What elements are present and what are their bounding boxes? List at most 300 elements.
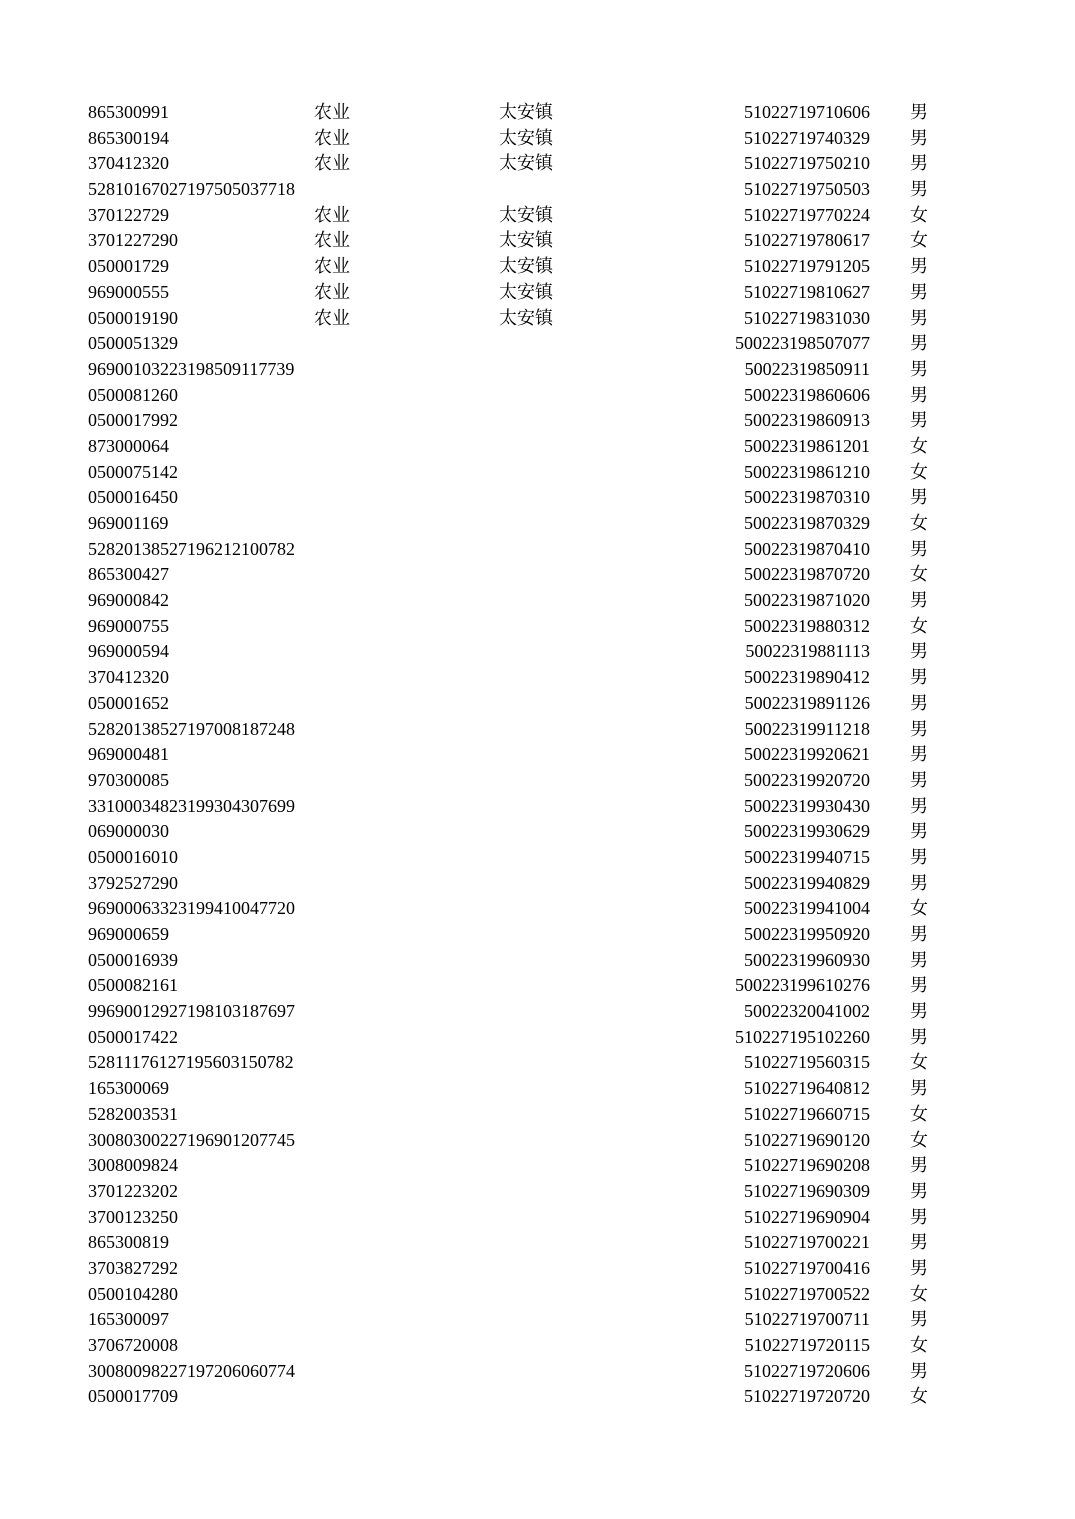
cell-id-number: 50022319911218 <box>744 718 870 739</box>
cell-gender: 女 <box>910 435 928 456</box>
cell-id-number: 50022319920621 <box>744 744 870 765</box>
cell-account-number: 0500016939 <box>88 949 178 970</box>
cell-gender: 女 <box>910 1386 928 1407</box>
cell-gender: 女 <box>910 204 928 225</box>
table-row <box>0 1153 1075 1179</box>
cell-gender: 男 <box>910 590 928 611</box>
table-row <box>0 383 1075 409</box>
table-row <box>0 562 1075 588</box>
cell-account-number: 5281117612719560315078​2 <box>88 1052 294 1073</box>
table-row <box>0 1230 1075 1256</box>
cell-account-number: 5281016702719750503771​8 <box>88 179 295 200</box>
cell-category <box>314 1230 374 1256</box>
cell-town <box>499 1256 579 1282</box>
cell-category: 农业 <box>314 230 350 251</box>
cell-gender: 男 <box>910 1001 928 1022</box>
cell-id-number: 51022719710606 <box>744 102 870 122</box>
cell-gender: 女 <box>910 564 928 585</box>
cell-category <box>314 1128 374 1154</box>
cell-gender: 男 <box>910 384 928 405</box>
table-row <box>0 306 1075 332</box>
cell-gender: 男 <box>910 769 928 790</box>
table-row <box>0 717 1075 743</box>
cell-account-number: 3008030022719690120774​5 <box>88 1129 295 1150</box>
cell-category <box>314 357 374 383</box>
cell-account-number: 0500082161 <box>88 975 178 996</box>
cell-id-number: 50022319860606 <box>744 384 870 405</box>
cell-town <box>499 408 579 434</box>
cell-gender: 男 <box>910 1078 928 1099</box>
cell-gender: 男 <box>910 307 928 328</box>
cell-category: 农业 <box>314 204 350 225</box>
cell-gender: 男 <box>910 1360 928 1381</box>
table-row <box>0 537 1075 563</box>
cell-id-number: 51022719750210 <box>744 153 870 174</box>
cell-account-number: 969000842 <box>88 590 169 611</box>
cell-id-number: 50022319870329 <box>744 513 870 533</box>
cell-gender: 男 <box>910 975 928 996</box>
cell-account-number: 865300819 <box>88 1232 169 1253</box>
cell-town: 太安镇 <box>499 204 553 225</box>
cell-account-number: 0500016010 <box>88 846 178 867</box>
cell-account-number: 0500051329 <box>88 333 178 354</box>
cell-category <box>314 845 374 871</box>
cell-account-number: 969000755 <box>88 615 169 636</box>
cell-gender: 男 <box>910 256 928 277</box>
cell-town: 太安镇 <box>499 127 553 148</box>
cell-account-number: 3703827292 <box>88 1257 178 1278</box>
table-row <box>0 1333 1075 1359</box>
cell-id-number: 50022319890412 <box>744 667 870 688</box>
cell-id-number: 51022719750503 <box>744 179 870 200</box>
table-row <box>0 794 1075 820</box>
cell-town <box>499 1102 579 1128</box>
cell-town <box>499 819 579 845</box>
cell-id-number: 50022319861201 <box>744 435 870 456</box>
table-row <box>0 639 1075 665</box>
cell-id-number: 50022319960930 <box>744 949 870 970</box>
cell-category <box>314 794 374 820</box>
cell-id-number: 51022719700522 <box>744 1283 870 1304</box>
cell-gender: 女 <box>910 1129 928 1150</box>
table-row <box>0 100 1075 126</box>
table-row <box>0 1205 1075 1231</box>
cell-category <box>314 691 374 717</box>
cell-category <box>314 717 374 743</box>
cell-id-number: 51022719770224 <box>744 204 870 225</box>
cell-gender: 男 <box>910 924 928 944</box>
table-row <box>0 1050 1075 1076</box>
table-row <box>0 228 1075 254</box>
table-row <box>0 151 1075 177</box>
cell-id-number: 51022719720115 <box>744 1335 870 1355</box>
cell-town <box>499 999 579 1025</box>
cell-town: 太安镇 <box>499 230 553 251</box>
cell-account-number: 9690010322319850911773​9 <box>88 358 295 379</box>
table-row <box>0 434 1075 460</box>
cell-id-number: 51022719740329 <box>744 127 870 148</box>
cell-id-number: 51022719780617 <box>744 230 870 251</box>
cell-account-number: 0500081260 <box>88 384 178 405</box>
cell-category <box>314 434 374 460</box>
cell-account-number: 050001652 <box>88 692 169 713</box>
cell-town: 太安镇 <box>499 102 553 122</box>
cell-account-number: 5282013852719621210078​2 <box>88 538 295 559</box>
cell-category <box>314 1307 374 1333</box>
cell-gender: 男 <box>910 538 928 559</box>
cell-gender: 男 <box>910 641 928 662</box>
cell-gender: 男 <box>910 1026 928 1047</box>
cell-category <box>314 562 374 588</box>
cell-id-number: 51022719810627 <box>744 281 870 302</box>
cell-town: 太安镇 <box>499 256 553 277</box>
cell-account-number: 370412320 <box>88 153 169 174</box>
cell-category <box>314 768 374 794</box>
cell-account-number: 873000064 <box>88 435 169 456</box>
cell-gender: 男 <box>910 1206 928 1227</box>
cell-account-number: 3008009822719720606077​4 <box>88 1360 295 1381</box>
cell-gender: 男 <box>910 667 928 688</box>
cell-id-number: 51022719690208 <box>744 1155 870 1176</box>
cell-gender: 男 <box>910 127 928 148</box>
cell-account-number: 5282003531 <box>88 1103 178 1124</box>
cell-gender: 男 <box>910 333 928 354</box>
cell-category <box>314 1359 374 1385</box>
cell-id-number: 51022719720720 <box>744 1386 870 1407</box>
cell-gender: 男 <box>910 102 928 122</box>
cell-town <box>499 1179 579 1205</box>
table-row <box>0 254 1075 280</box>
cell-town <box>499 562 579 588</box>
table-row <box>0 177 1075 203</box>
table-row <box>0 1025 1075 1051</box>
cell-gender: 女 <box>910 461 928 482</box>
table-row <box>0 511 1075 537</box>
cell-town <box>499 460 579 486</box>
table-row <box>0 819 1075 845</box>
table-row <box>0 126 1075 152</box>
cell-gender: 男 <box>910 1232 928 1253</box>
cell-gender: 女 <box>910 898 928 919</box>
cell-id-number: 50022319850911 <box>744 358 870 379</box>
cell-category <box>314 331 374 357</box>
table-row <box>0 1076 1075 1102</box>
cell-account-number: 3310003482319930430769​9 <box>88 795 295 816</box>
cell-gender: 女 <box>910 513 928 533</box>
cell-gender: 男 <box>910 358 928 379</box>
cell-gender: 男 <box>910 795 928 816</box>
cell-account-number: 3701227290 <box>88 230 178 251</box>
cell-town <box>499 1282 579 1308</box>
cell-category <box>314 896 374 922</box>
cell-town <box>499 1307 579 1333</box>
cell-category <box>314 460 374 486</box>
cell-town: 太安镇 <box>499 281 553 302</box>
cell-town <box>499 948 579 974</box>
cell-gender: 男 <box>910 949 928 970</box>
cell-gender: 男 <box>910 410 928 431</box>
cell-gender: 女 <box>910 1052 928 1073</box>
spreadsheet-sheet <box>0 100 1075 1410</box>
cell-town <box>499 1050 579 1076</box>
cell-category <box>314 177 374 203</box>
cell-town <box>499 639 579 665</box>
cell-account-number: 165300069 <box>88 1078 169 1099</box>
cell-town <box>499 614 579 640</box>
cell-gender: 男 <box>910 1257 928 1278</box>
cell-category <box>314 1025 374 1051</box>
cell-id-number: 50022319881113 <box>745 641 870 662</box>
cell-category <box>314 383 374 409</box>
cell-gender: 男 <box>910 281 928 302</box>
cell-category: 农业 <box>314 153 350 174</box>
cell-account-number: 0500075142 <box>88 461 178 482</box>
cell-id-number: 50022319920720 <box>744 769 870 790</box>
cell-account-number: 865300194 <box>88 127 169 148</box>
cell-gender: 男 <box>910 846 928 867</box>
cell-account-number: 3706720008 <box>88 1335 178 1355</box>
table-row <box>0 948 1075 974</box>
cell-category <box>314 819 374 845</box>
cell-id-number: 50022319870310 <box>744 487 870 508</box>
cell-category: 农业 <box>314 281 350 302</box>
cell-id-number: 51022719720606 <box>744 1360 870 1381</box>
cell-town <box>499 1359 579 1385</box>
cell-town <box>499 1076 579 1102</box>
cell-id-number: 50022319860913 <box>744 410 870 431</box>
table-row <box>0 871 1075 897</box>
cell-account-number: 969000555 <box>88 281 169 302</box>
cell-category <box>314 1050 374 1076</box>
cell-account-number: 050001729 <box>88 256 169 277</box>
cell-category <box>314 948 374 974</box>
cell-town <box>499 691 579 717</box>
table-row <box>0 588 1075 614</box>
cell-town <box>499 717 579 743</box>
cell-town <box>499 973 579 999</box>
cell-town <box>499 742 579 768</box>
cell-category <box>314 1256 374 1282</box>
cell-id-number: 51022719700221 <box>744 1232 870 1253</box>
table-row <box>0 665 1075 691</box>
cell-id-number: 51022719640812 <box>744 1078 870 1099</box>
table-row <box>0 614 1075 640</box>
cell-town <box>499 1205 579 1231</box>
cell-account-number: 069000030 <box>88 821 169 842</box>
cell-town <box>499 588 579 614</box>
cell-account-number: 865300427 <box>88 564 169 585</box>
cell-category: 农业 <box>314 127 350 148</box>
table-row <box>0 1307 1075 1333</box>
cell-town <box>499 485 579 511</box>
cell-gender: 女 <box>910 1335 928 1355</box>
cell-account-number: 9690006332319941004772​0 <box>88 898 295 919</box>
cell-account-number: 3792527290 <box>88 872 178 893</box>
table-row <box>0 768 1075 794</box>
cell-gender: 男 <box>910 1155 928 1176</box>
cell-town <box>499 383 579 409</box>
cell-category <box>314 511 374 537</box>
table-row <box>0 331 1075 357</box>
table-row <box>0 691 1075 717</box>
table-row <box>0 742 1075 768</box>
table-row <box>0 357 1075 383</box>
cell-id-number: 50022319870720 <box>744 564 870 585</box>
cell-account-number: 0500016450 <box>88 487 178 508</box>
cell-gender: 男 <box>910 153 928 174</box>
cell-category <box>314 1384 374 1410</box>
cell-category: 农业 <box>314 307 350 328</box>
table-row <box>0 1384 1075 1410</box>
cell-town <box>499 1333 579 1359</box>
cell-id-number: 50022319930430 <box>744 795 870 816</box>
cell-account-number: 0500017992 <box>88 410 178 431</box>
cell-town: 太安镇 <box>499 153 553 174</box>
cell-town <box>499 1230 579 1256</box>
cell-category <box>314 1205 374 1231</box>
table-row <box>0 203 1075 229</box>
cell-account-number: 0500104280 <box>88 1283 178 1304</box>
cell-gender: 男 <box>910 1180 928 1201</box>
cell-town <box>499 537 579 563</box>
cell-gender: 男 <box>910 179 928 200</box>
cell-town <box>499 845 579 871</box>
cell-account-number: 0500017709 <box>88 1386 178 1407</box>
table-row <box>0 1256 1075 1282</box>
cell-account-number: 0500017422 <box>88 1026 178 1047</box>
cell-id-number: 51022719831030 <box>744 307 870 328</box>
cell-id-number: 51022719660715 <box>744 1103 870 1124</box>
cell-id-number: 510227195102260 <box>735 1026 870 1047</box>
cell-gender: 男 <box>910 744 928 765</box>
cell-gender: 男 <box>910 872 928 893</box>
cell-id-number: 51022719700416 <box>744 1257 870 1278</box>
cell-town <box>499 1128 579 1154</box>
cell-town <box>499 896 579 922</box>
table-row <box>0 408 1075 434</box>
cell-category <box>314 1179 374 1205</box>
cell-category <box>314 871 374 897</box>
cell-account-number: 969000659 <box>88 924 169 944</box>
table-row <box>0 1179 1075 1205</box>
cell-town <box>499 511 579 537</box>
cell-account-number: 5282013852719700818724​8 <box>88 718 295 739</box>
cell-category <box>314 408 374 434</box>
cell-category: 农业 <box>314 256 350 277</box>
cell-account-number: 370412320 <box>88 667 169 688</box>
cell-gender: 男 <box>910 487 928 508</box>
cell-account-number: 3008009824 <box>88 1155 178 1176</box>
cell-id-number: 50022319930629 <box>744 821 870 842</box>
table-row <box>0 845 1075 871</box>
cell-account-number: 370122729 <box>88 204 169 225</box>
cell-id-number: 500223199610276 <box>735 975 870 996</box>
cell-town <box>499 177 579 203</box>
table-row <box>0 1102 1075 1128</box>
table-row <box>0 1282 1075 1308</box>
cell-id-number: 500223198507077 <box>735 333 870 354</box>
cell-id-number: 50022319940829 <box>744 872 870 893</box>
table-row <box>0 485 1075 511</box>
cell-id-number: 50022319940715 <box>744 846 870 867</box>
table-row <box>0 1128 1075 1154</box>
cell-gender: 男 <box>910 821 928 842</box>
cell-category <box>314 1076 374 1102</box>
cell-gender: 女 <box>910 615 928 636</box>
cell-town <box>499 357 579 383</box>
cell-account-number: 969000594 <box>88 641 169 662</box>
cell-category <box>314 973 374 999</box>
cell-category <box>314 639 374 665</box>
cell-town <box>499 1153 579 1179</box>
cell-town <box>499 1025 579 1051</box>
cell-town <box>499 794 579 820</box>
cell-category <box>314 742 374 768</box>
cell-town <box>499 768 579 794</box>
cell-account-number: 969001169 <box>88 513 169 533</box>
table-row <box>0 922 1075 948</box>
cell-category <box>314 485 374 511</box>
cell-id-number: 50022319861210 <box>744 461 870 482</box>
cell-id-number: 51022719560315 <box>744 1052 870 1073</box>
cell-category <box>314 1102 374 1128</box>
cell-id-number: 51022719690904 <box>744 1206 870 1227</box>
cell-category <box>314 1333 374 1359</box>
cell-category <box>314 1153 374 1179</box>
cell-id-number: 50022319950920 <box>744 924 870 944</box>
cell-id-number: 51022719690120 <box>744 1129 870 1150</box>
cell-gender: 男 <box>910 692 928 713</box>
cell-category <box>314 614 374 640</box>
cell-category <box>314 537 374 563</box>
cell-id-number: 50022320041002 <box>744 1001 870 1022</box>
cell-category <box>314 588 374 614</box>
cell-town <box>499 331 579 357</box>
cell-gender: 女 <box>910 230 928 251</box>
cell-account-number: 865300991 <box>88 102 169 122</box>
cell-gender: 男 <box>910 718 928 739</box>
cell-town <box>499 922 579 948</box>
table-row <box>0 999 1075 1025</box>
cell-account-number: 969000481 <box>88 744 169 765</box>
cell-town <box>499 871 579 897</box>
cell-town <box>499 1384 579 1410</box>
table-row <box>0 896 1075 922</box>
table-row <box>0 280 1075 306</box>
cell-account-number: 970300085 <box>88 769 169 790</box>
cell-account-number: 3701223202 <box>88 1180 178 1201</box>
cell-town <box>499 665 579 691</box>
cell-town: 太安镇 <box>499 307 553 328</box>
cell-town <box>499 434 579 460</box>
cell-id-number: 50022319871020 <box>744 590 870 611</box>
cell-id-number: 51022719791205 <box>744 256 870 277</box>
cell-id-number: 50022319880312 <box>744 615 870 636</box>
cell-category: 农业 <box>314 102 350 122</box>
cell-category <box>314 922 374 948</box>
cell-id-number: 50022319870410 <box>744 538 870 559</box>
cell-gender: 女 <box>910 1283 928 1304</box>
cell-account-number: 3700123250 <box>88 1206 178 1227</box>
cell-category <box>314 999 374 1025</box>
table-row <box>0 460 1075 486</box>
cell-id-number: 50022319891126 <box>744 692 870 713</box>
table-row <box>0 973 1075 999</box>
cell-category <box>314 1282 374 1308</box>
cell-id-number: 50022319941004 <box>744 898 870 919</box>
cell-account-number: 0500019190 <box>88 307 178 328</box>
cell-id-number: 51022719690309 <box>744 1180 870 1201</box>
